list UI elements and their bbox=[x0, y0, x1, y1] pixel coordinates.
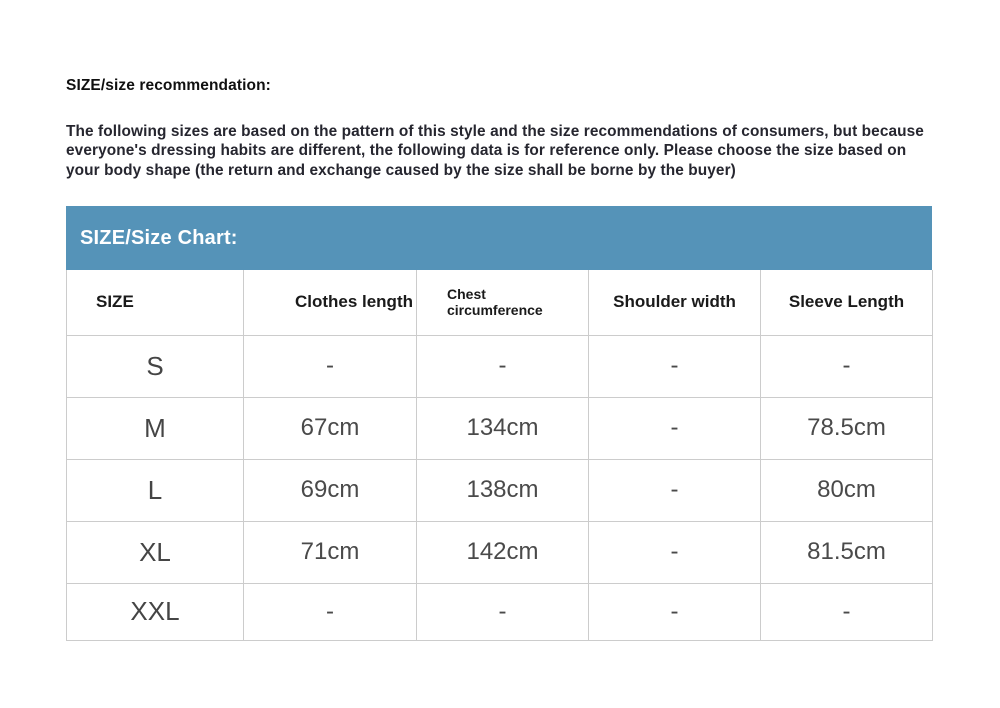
size-cell: M bbox=[67, 397, 244, 459]
table-row-m bbox=[67, 397, 933, 459]
size-chart-banner bbox=[66, 206, 932, 270]
col-header-chest-label: Chest circumference bbox=[447, 285, 543, 319]
table-row-xxl bbox=[67, 583, 933, 640]
col-header-sleeve-length: Sleeve Length bbox=[761, 270, 933, 335]
clothes-length-cell: - bbox=[244, 583, 417, 640]
size-chart-banner-title: SIZE/Size Chart: bbox=[80, 226, 238, 249]
sleeve-cell: 78.5cm bbox=[761, 397, 933, 459]
table-row-xl bbox=[67, 521, 933, 583]
chest-cell: - bbox=[417, 335, 589, 397]
sleeve-cell: - bbox=[761, 583, 933, 640]
page-title: SIZE/size recommendation: bbox=[66, 77, 271, 94]
col-header-size: SIZE bbox=[67, 270, 244, 335]
table-row-l bbox=[67, 459, 933, 521]
col-header-shoulder-width: Shoulder width bbox=[589, 270, 761, 335]
size-cell: XL bbox=[67, 521, 244, 583]
sleeve-cell: - bbox=[761, 335, 933, 397]
chest-cell: 142cm bbox=[417, 521, 589, 583]
size-cell: XXL bbox=[67, 583, 244, 640]
size-cell: S bbox=[67, 335, 244, 397]
chest-cell: 134cm bbox=[417, 397, 589, 459]
size-cell: L bbox=[67, 459, 244, 521]
sleeve-cell: 80cm bbox=[761, 459, 933, 521]
col-header-clothes-length: Clothes length bbox=[244, 270, 417, 335]
sleeve-cell: 81.5cm bbox=[761, 521, 933, 583]
size-table bbox=[66, 270, 933, 641]
shoulder-cell: - bbox=[589, 521, 761, 583]
clothes-length-cell: - bbox=[244, 335, 417, 397]
size-table-header-row bbox=[67, 270, 933, 335]
clothes-length-cell: 67cm bbox=[244, 397, 417, 459]
table-row-s bbox=[67, 335, 933, 397]
chest-cell: - bbox=[417, 583, 589, 640]
clothes-length-cell: 71cm bbox=[244, 521, 417, 583]
chest-cell: 138cm bbox=[417, 459, 589, 521]
shoulder-cell: - bbox=[589, 397, 761, 459]
clothes-length-cell: 69cm bbox=[244, 459, 417, 521]
shoulder-cell: - bbox=[589, 459, 761, 521]
size-recommendation-text: The following sizes are based on the pattern of this style and the size recommendations of consumers, but because everyone's dressing habits are different, the following data is for reference only. Please choose the size based on your body shape (the return and exchange caused by the size shall be borne by the buyer) bbox=[66, 123, 924, 179]
shoulder-cell: - bbox=[589, 335, 761, 397]
shoulder-cell: - bbox=[589, 583, 761, 640]
col-header-chest-circumference bbox=[417, 270, 589, 335]
